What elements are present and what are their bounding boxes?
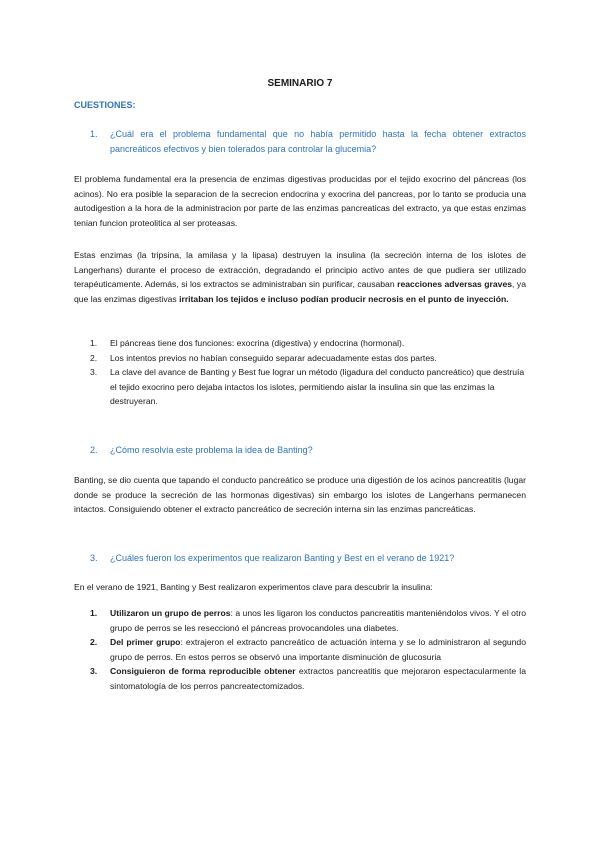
list-item xyxy=(74,351,526,366)
question-1 xyxy=(74,127,526,157)
list-item xyxy=(74,336,526,351)
question-2 xyxy=(74,443,526,458)
list-item xyxy=(74,606,526,635)
paragraph-3: Banting, se dio cuenta que tapando el conducto pancreático se produce una digestión de los acinos pancreatitis (lugar donde se produce la secreción de las hormonas digestivas) sin embargo los islotes de Langerhans permanecen intactos. Consiguiendo obtener el extracto pancreático de secreción interna sin las enzimas pancreáticas. xyxy=(74,475,526,515)
paragraph-2-bold-1: reacciones adversas graves xyxy=(397,279,513,290)
list-item xyxy=(74,635,526,664)
section-heading: CUESTIONES: xyxy=(74,100,136,110)
list-item xyxy=(74,664,526,693)
page-title: SEMINARIO 7 xyxy=(267,78,333,89)
question-2-number: 2. xyxy=(90,445,98,455)
list-item-number: 3. xyxy=(90,367,98,378)
list-item-text: : extrajeron el extracto pancreático de actuación interna y se lo administraron al segundo grupo de perros. En estos perros se observó una importante disminución de glucosuria xyxy=(110,637,526,662)
paragraph-4: En el verano de 1921, Banting y Best realizaron experimentos clave para descubrir la insulina: xyxy=(74,582,433,592)
paragraph-1: El problema fundamental era la presencia de enzimas digestivas producidas por el tejido exocrino del páncreas (los acinos). No era posible la separacion de la secrecion endocrina y exocrina del pancreas, por lo tanto se producia una autodigestion a la hora de la administracion por parte de las enzimas pancreaticas del extracto, ya que estas enzimas tenian funcion proteolitica al ser proteasas. xyxy=(74,174,526,228)
list-item-number: 3. xyxy=(90,666,98,677)
question-2-text: ¿Cómo resolvía este problema la idea de Banting? xyxy=(110,445,313,455)
list-item-text: La clave del avance de Banting y Best fue lograr un método (ligadura del conducto pancreático) que destruía el tejido exocrino pero dejaba intactos los islotes, permitiendo aislar la insulina sin que las enzimas la destruyeran. xyxy=(110,367,525,407)
list-item-bold: Consiguieron de forma reproducible obtener xyxy=(110,666,296,677)
paragraph-2-bold-2: irritaban los tejidos e incluso podían producir necrosis en el punto de inyección. xyxy=(179,293,509,304)
list-item-number: 1. xyxy=(90,338,98,348)
question-1-number: 1. xyxy=(90,129,98,139)
list-item xyxy=(74,365,526,409)
list-2 xyxy=(74,606,526,694)
question-3-number: 3. xyxy=(90,553,98,563)
list-item-text: Los intentos previos no habían conseguido separar adecuadamente estas dos partes. xyxy=(110,352,437,363)
list-item-bold: Utilizaron un grupo de perros xyxy=(110,608,231,618)
list-item-number: 2. xyxy=(90,352,98,363)
list-item-bold: Del primer grupo xyxy=(110,637,181,648)
paragraph-2-part-c: , ya que las enzimas digestivas xyxy=(74,279,526,304)
list-item-number: 1. xyxy=(90,608,98,618)
list-item-text: extractos pancreatitis que mejoraron espectacularmente la sintomatología de los perros pancreatectomizados. xyxy=(110,666,526,691)
list-item-text: : a unos les ligaron los conductos pancreatitis manteniéndolos vivos. Y el otro grupo de perros se les reseccionó el páncreas provocandoles una diabetes. xyxy=(110,608,526,633)
question-3 xyxy=(74,551,526,566)
list-1 xyxy=(74,336,526,409)
question-1-text: ¿Cuál era el problema fundamental que no había permitido hasta la fecha obtener extractos pancreáticos efectivos y bien tolerados para controlar la glucemia? xyxy=(110,129,526,154)
list-item-text: El páncreas tiene dos funciones: exocrina (digestiva) y endocrina (hormonal). xyxy=(110,338,405,348)
paragraph-2 xyxy=(74,248,526,306)
paragraph-2-part-a: Estas enzimas (la tripsina, la amilasa y la lipasa) destruyen la insulina (la secreción interna de los islotes de Langerhans) durante el proceso de extracción, degradando el principio activo antes de que pudiera ser utilizado terapéuticamente. Además, si los extractos se administraban sin purificar, causaban xyxy=(74,250,526,290)
question-3-text: ¿Cuáles fueron los experimentos que realizaron Banting y Best en el verano de 1921? xyxy=(110,553,455,563)
list-item-number: 2. xyxy=(90,637,98,648)
